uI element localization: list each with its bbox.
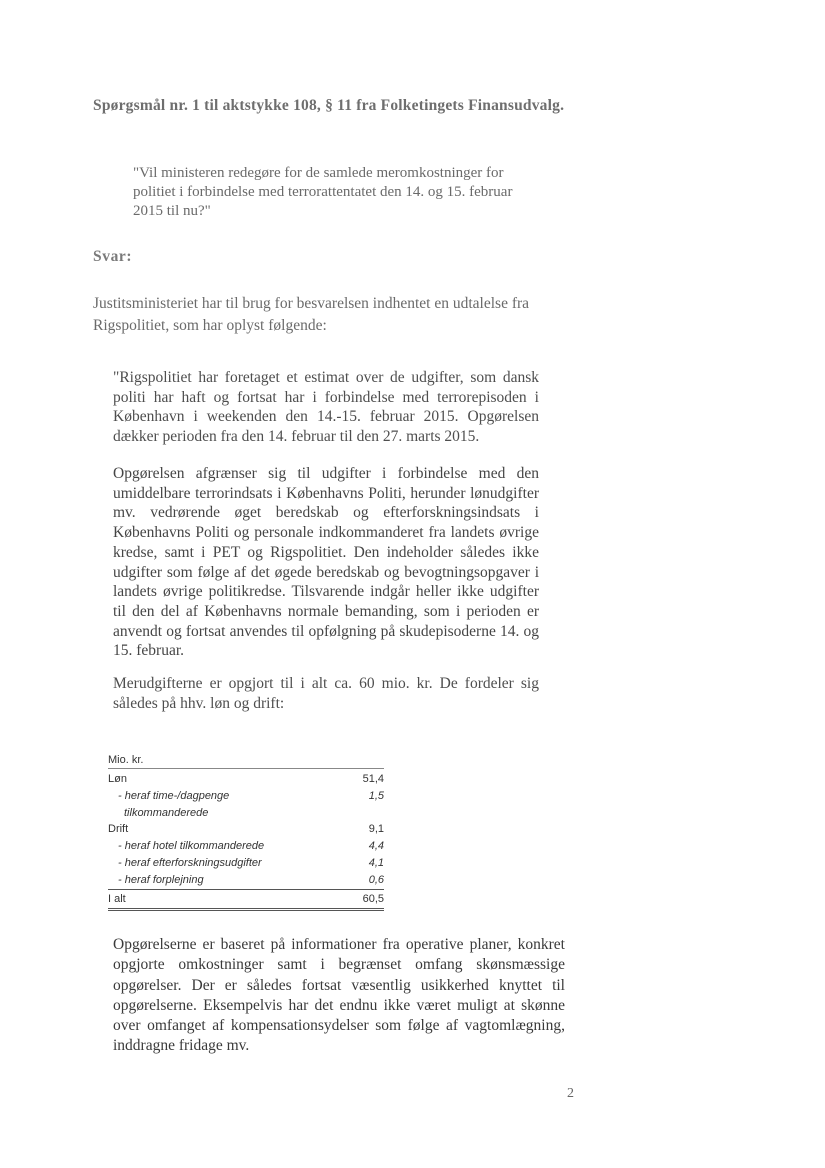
table-header-label: Mio. kr. xyxy=(108,754,144,766)
table-row-label: tilkommanderede xyxy=(124,807,209,819)
table-row-label: Løn xyxy=(108,773,127,785)
answer-label: Svar: xyxy=(93,248,133,265)
intro-paragraph: Justitsministeriet har til brug for besvarelsen indhentet en udtalelse fra Rigspolitiet, som har oplyst følgende: xyxy=(93,295,530,334)
table-row-value: 0,6 xyxy=(368,874,384,886)
table-row-label: - heraf time-/dagpenge xyxy=(118,790,230,802)
page-number: 2 xyxy=(567,1086,574,1101)
document-heading: Spørgsmål nr. 1 til aktstykke 108, § 11 fra Folketingets Finansudvalg. xyxy=(93,97,565,114)
table-row-value: 51,4 xyxy=(362,773,384,785)
answer-paragraph-1: "Rigspolitiet har foretaget et estimat over de udgifter, som dansk politi har haft og fortsat har i forbindelse med terrorepisoden i København i weekenden den 14.-15. februar 2015. Opgørelsen dækker perioden fra den 14. februar til den 27. marts 2015. xyxy=(113,369,539,446)
cost-table xyxy=(108,752,384,911)
table-row xyxy=(108,872,384,890)
table-row xyxy=(108,855,384,872)
table-row xyxy=(108,838,384,855)
table-total-row xyxy=(108,891,384,911)
table-row xyxy=(108,805,384,821)
table-row xyxy=(108,771,384,788)
table-row-label: - heraf forplejning xyxy=(118,874,204,886)
table-row xyxy=(108,788,384,805)
table-row-label: - heraf efterforskningsudgifter xyxy=(118,857,262,869)
table-row-value: 4,4 xyxy=(368,840,384,852)
answer-paragraph-3: Merudgifterne er opgjort til i alt ca. 60 mio. kr. De fordeler sig således på hhv. løn og drift: xyxy=(113,675,539,712)
table-row-value: 4,1 xyxy=(368,857,384,869)
table-row-label: I alt xyxy=(108,893,126,905)
table-row-value: 9,1 xyxy=(368,823,384,835)
table-header-row xyxy=(108,752,384,769)
table-row-label: Drift xyxy=(108,823,129,835)
table-row-label: - heraf hotel tilkommanderede xyxy=(118,840,265,852)
answer-paragraph-4: Opgørelserne er baseret på informationer fra operative planer, konkret opgjorte omkostninger samt i begrænset omfang skønsmæssige opgørelser. Der er således fortsat væsentlig usikkerhed knyttet til opgørelserne. Eksempelvis har det endnu ikke været muligt at skønne over omfanget af kompensationsydelser som følge af vagtomlægning, inddragne fridage mv. xyxy=(113,936,565,1055)
table-row xyxy=(108,821,384,838)
table-row-value: 1,5 xyxy=(368,790,384,802)
table-row-value: 60,5 xyxy=(362,893,384,905)
question-quote: "Vil ministeren redegøre for de samlede meromkostninger for politiet i forbindelse med terrorattentatet den 14. og 15. februar 2015 til nu?" xyxy=(133,165,513,219)
answer-paragraph-2: Opgørelsen afgrænser sig til udgifter i forbindelse med den umiddelbare terrorindsats i Københavns Politi, herunder lønudgifter mv. vedrørende øget beredskab og efterforskningsindsats i Københavns Politi og personale indkommanderet fra landets øvrige kredse, samt i PET og Rigspolitiet. Den indeholder således ikke udgifter som følge af det øgede beredskab og bevogtningsopgaver i landets øvrige politikredse. Tilsvarende indgår heller ikke udgifter til den del af Københavns normale bemanding, som i perioden er anvendt og fortsat anvendes til opfølgning på skudepisoderne 14. og 15. februar. xyxy=(113,465,539,660)
